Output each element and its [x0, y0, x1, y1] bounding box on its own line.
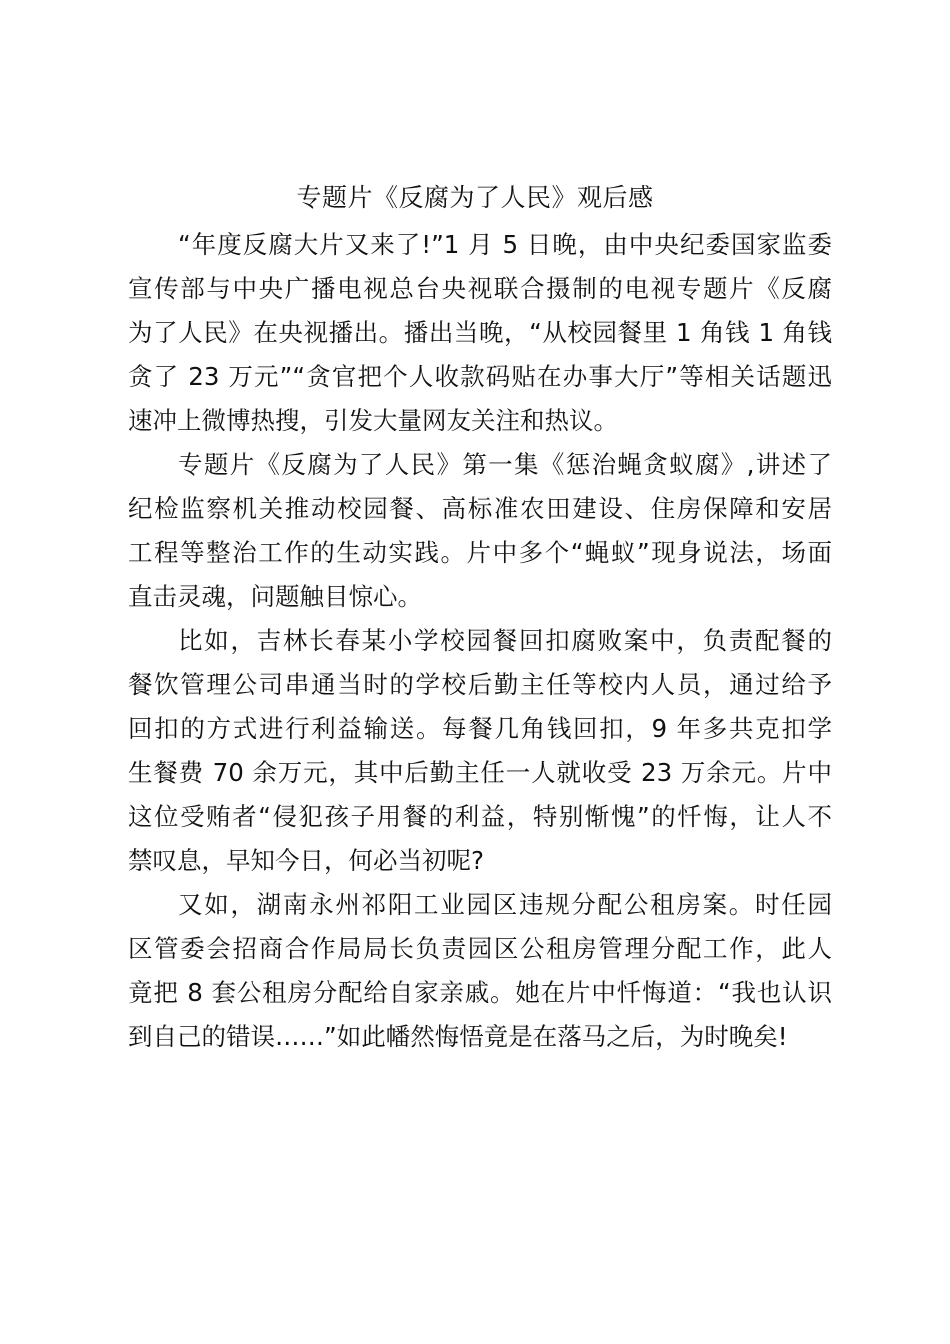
text-line: “年度反腐大片又来了!”1 月 5 日晚，由中央纪委国家监委: [178, 230, 832, 259]
text-line: 禁叹息，早知今日，何必当初呢?: [128, 846, 485, 875]
text-line: 工程等整治工作的生动实践。片中多个“蝇蚁”现身说法，场面: [128, 538, 832, 567]
text-line: 又如，湖南永州祁阳工业园区违规分配公租房案。时任园: [178, 890, 832, 919]
text-line: 比如，吉林长春某小学校园餐回扣腐败案中，负责配餐的: [178, 626, 832, 655]
text-line: 为了人民》在央视播出。播出当晚，“从校园餐里 1 角钱 1 角钱: [128, 318, 832, 347]
text-line: 区管委会招商合作局局长负责园区公租房管理分配工作，此人: [128, 934, 832, 963]
text-line: 餐饮管理公司串通当时的学校后勤主任等校内人员，通过给予: [128, 670, 832, 699]
paragraph-1: [128, 223, 832, 443]
text-line: 贪了 23 万元”“贪官把个人收款码贴在办事大厅”等相关话题迅: [128, 362, 832, 391]
text-line: 专题片《反腐为了人民》第一集《惩治蝇贪蚁腐》,讲述了: [178, 450, 832, 479]
document-title: 专题片《反腐为了人民》观后感: [296, 183, 654, 212]
paragraph-3: [128, 619, 832, 883]
document-body: [128, 223, 832, 1059]
text-line: 竟把 8 套公租房分配给自家亲戚。她在片中忏悔道：“我也认识: [128, 978, 832, 1007]
text-line: 到自己的错误……”如此幡然悔悟竟是在落马之后，为时晚矣!: [128, 1022, 788, 1051]
text-line: 纪检监察机关推动校园餐、高标准农田建设、住房保障和安居: [128, 494, 832, 523]
text-line: 直击灵魂，问题触目惊心。: [128, 582, 422, 611]
text-line: 这位受贿者“侵犯孩子用餐的利益，特别惭愧”的忏悔，让人不: [128, 802, 832, 831]
paragraph-4: [128, 883, 832, 1059]
paragraph-2: [128, 443, 832, 619]
text-line: 宣传部与中央广播电视总台央视联合摄制的电视专题片《反腐: [128, 274, 832, 303]
text-line: 速冲上微博热搜，引发大量网友关注和热议。: [128, 406, 618, 435]
text-line: 生餐费 70 余万元，其中后勤主任一人就收受 23 万余元。片中: [128, 758, 832, 787]
text-line: 回扣的方式进行利益输送。每餐几角钱回扣，9 年多共克扣学: [128, 714, 832, 743]
